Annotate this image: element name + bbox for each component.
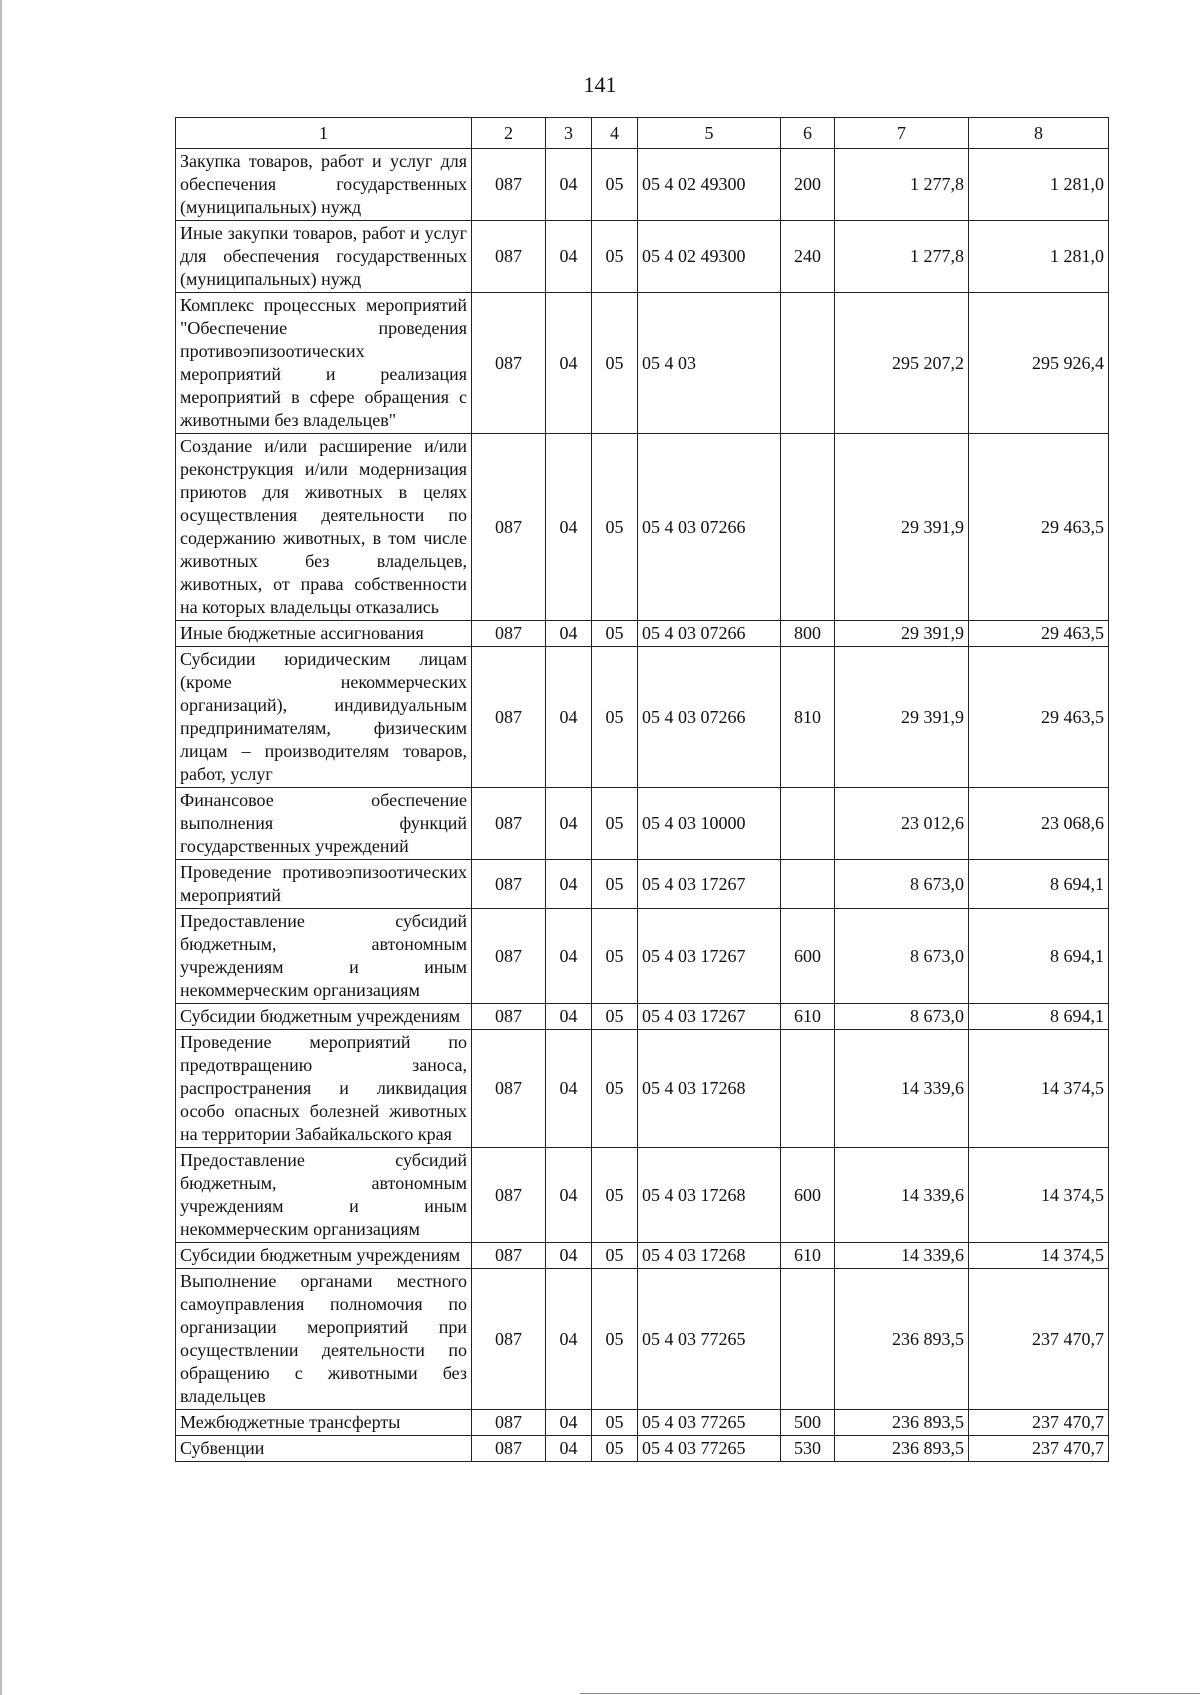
table-row: [176, 860, 1109, 909]
budget-table: [175, 117, 1109, 1462]
row-target-article: 05 4 02 49300: [638, 221, 781, 293]
row-amount-col8: 237 470,7: [969, 1436, 1109, 1462]
row-subsection: 05: [592, 293, 638, 434]
table-row: [176, 621, 1109, 647]
row-section: 04: [546, 909, 592, 1004]
row-section: 04: [546, 1004, 592, 1030]
col-header-6: 6: [781, 118, 835, 149]
row-amount-col7: 29 391,9: [835, 647, 969, 788]
col-header-4: 4: [592, 118, 638, 149]
row-expense-type: 530: [781, 1436, 835, 1462]
row-subsection: 05: [592, 434, 638, 621]
row-target-article: 05 4 03 07266: [638, 434, 781, 621]
row-expense-type: 610: [781, 1243, 835, 1269]
row-amount-col7: 1 277,8: [835, 149, 969, 221]
row-amount-col7: 23 012,6: [835, 788, 969, 860]
row-amount-col8: 14 374,5: [969, 1148, 1109, 1243]
table-row: [176, 221, 1109, 293]
row-amount-col7: 29 391,9: [835, 434, 969, 621]
row-name: Закупка товаров, работ и услуг для обеспечения государственных (муниципальных) нужд: [176, 149, 472, 221]
row-ministry-code: 087: [472, 1030, 546, 1148]
col-header-8: 8: [969, 118, 1109, 149]
row-expense-type: 800: [781, 621, 835, 647]
row-amount-col7: 29 391,9: [835, 621, 969, 647]
row-amount-col7: 236 893,5: [835, 1269, 969, 1410]
row-amount-col8: 1 281,0: [969, 221, 1109, 293]
row-name: Финансовое обеспечение выполнения функций государственных учреждений: [176, 788, 472, 860]
row-amount-col7: 236 893,5: [835, 1436, 969, 1462]
table-row: [176, 1243, 1109, 1269]
row-section: 04: [546, 1243, 592, 1269]
row-expense-type: 240: [781, 221, 835, 293]
table-row: [176, 1004, 1109, 1030]
table-row: [176, 1410, 1109, 1436]
row-amount-col8: 14 374,5: [969, 1030, 1109, 1148]
row-subsection: 05: [592, 1148, 638, 1243]
row-amount-col8: 29 463,5: [969, 647, 1109, 788]
row-name: Иные бюджетные ассигнования: [176, 621, 472, 647]
row-amount-col8: 23 068,6: [969, 788, 1109, 860]
row-section: 04: [546, 221, 592, 293]
row-section: 04: [546, 149, 592, 221]
row-ministry-code: 087: [472, 1269, 546, 1410]
row-ministry-code: 087: [472, 149, 546, 221]
row-subsection: 05: [592, 221, 638, 293]
row-section: 04: [546, 621, 592, 647]
row-subsection: 05: [592, 1436, 638, 1462]
col-header-2: 2: [472, 118, 546, 149]
row-amount-col7: 14 339,6: [835, 1030, 969, 1148]
row-expense-type: [781, 1269, 835, 1410]
row-ministry-code: 087: [472, 1243, 546, 1269]
row-amount-col7: 14 339,6: [835, 1148, 969, 1243]
row-amount-col7: 8 673,0: [835, 909, 969, 1004]
row-ministry-code: 087: [472, 647, 546, 788]
row-subsection: 05: [592, 149, 638, 221]
row-section: 04: [546, 647, 592, 788]
col-header-7: 7: [835, 118, 969, 149]
row-ministry-code: 087: [472, 1148, 546, 1243]
row-name: Иные закупки товаров, работ и услуг для обеспечения государственных (муниципальных) нужд: [176, 221, 472, 293]
row-expense-type: [781, 293, 835, 434]
row-name: Межбюджетные трансферты: [176, 1410, 472, 1436]
page-number: 141: [583, 72, 617, 97]
header-row: [176, 118, 1109, 149]
row-name: Субсидии бюджетным учреждениям: [176, 1004, 472, 1030]
row-amount-col8: 295 926,4: [969, 293, 1109, 434]
row-amount-col8: 237 470,7: [969, 1269, 1109, 1410]
row-subsection: 05: [592, 647, 638, 788]
row-ministry-code: 087: [472, 1004, 546, 1030]
row-amount-col7: 295 207,2: [835, 293, 969, 434]
row-subsection: 05: [592, 1030, 638, 1148]
row-target-article: 05 4 03 17268: [638, 1148, 781, 1243]
row-target-article: 05 4 03 17267: [638, 1004, 781, 1030]
row-section: 04: [546, 788, 592, 860]
table-row: [176, 788, 1109, 860]
row-expense-type: 500: [781, 1410, 835, 1436]
table-row: [176, 149, 1109, 221]
row-amount-col8: 8 694,1: [969, 909, 1109, 1004]
row-subsection: 05: [592, 1410, 638, 1436]
row-target-article: 05 4 03: [638, 293, 781, 434]
row-section: 04: [546, 1269, 592, 1410]
row-target-article: 05 4 03 07266: [638, 621, 781, 647]
row-target-article: 05 4 03 17268: [638, 1030, 781, 1148]
bottom-rule: [580, 1693, 1200, 1694]
row-subsection: 05: [592, 860, 638, 909]
row-expense-type: [781, 1030, 835, 1148]
row-name: Субсидии юридическим лицам (кроме некоммерческих организаций), индивидуальным предпринимателям, физическим лицам – производителям товаров, работ, услуг: [176, 647, 472, 788]
row-section: 04: [546, 1410, 592, 1436]
row-target-article: 05 4 03 77265: [638, 1436, 781, 1462]
table-row: [176, 909, 1109, 1004]
row-target-article: 05 4 02 49300: [638, 149, 781, 221]
row-amount-col8: 8 694,1: [969, 1004, 1109, 1030]
row-ministry-code: 087: [472, 434, 546, 621]
row-name: Субсидии бюджетным учреждениям: [176, 1243, 472, 1269]
row-amount-col8: 237 470,7: [969, 1410, 1109, 1436]
row-section: 04: [546, 1148, 592, 1243]
col-header-5: 5: [638, 118, 781, 149]
row-ministry-code: 087: [472, 788, 546, 860]
row-expense-type: [781, 434, 835, 621]
row-amount-col8: 8 694,1: [969, 860, 1109, 909]
row-target-article: 05 4 03 77265: [638, 1410, 781, 1436]
row-section: 04: [546, 293, 592, 434]
row-expense-type: [781, 860, 835, 909]
row-ministry-code: 087: [472, 909, 546, 1004]
table-row: [176, 434, 1109, 621]
row-amount-col7: 8 673,0: [835, 860, 969, 909]
row-expense-type: [781, 788, 835, 860]
row-target-article: 05 4 03 77265: [638, 1269, 781, 1410]
row-name: Проведение противоэпизоотических мероприятий: [176, 860, 472, 909]
row-expense-type: 200: [781, 149, 835, 221]
row-ministry-code: 087: [472, 621, 546, 647]
row-expense-type: 810: [781, 647, 835, 788]
row-ministry-code: 087: [472, 860, 546, 909]
row-amount-col8: 29 463,5: [969, 434, 1109, 621]
row-amount-col7: 1 277,8: [835, 221, 969, 293]
row-target-article: 05 4 03 17267: [638, 860, 781, 909]
row-target-article: 05 4 03 17268: [638, 1243, 781, 1269]
row-subsection: 05: [592, 621, 638, 647]
col-header-3: 3: [546, 118, 592, 149]
row-section: 04: [546, 1030, 592, 1148]
row-name: Комплекс процессных мероприятий "Обеспечение проведения противоэпизоотических мероприятий и реализация мероприятий в сфере обращения с животными без владельцев": [176, 293, 472, 434]
row-name: Предоставление субсидий бюджетным, автономным учреждениям и иным некоммерческим организациям: [176, 1148, 472, 1243]
row-name: Выполнение органами местного самоуправления полномочия по организации мероприятий при осуществлении деятельности по обращению с животными без владельцев: [176, 1269, 472, 1410]
row-subsection: 05: [592, 909, 638, 1004]
row-name: Субвенции: [176, 1436, 472, 1462]
row-expense-type: 600: [781, 909, 835, 1004]
row-subsection: 05: [592, 1243, 638, 1269]
scan-edge: [0, 0, 2, 1695]
table-row: [176, 1148, 1109, 1243]
row-expense-type: 610: [781, 1004, 835, 1030]
row-ministry-code: 087: [472, 1410, 546, 1436]
table-row: [176, 647, 1109, 788]
row-amount-col7: 8 673,0: [835, 1004, 969, 1030]
row-name: Предоставление субсидий бюджетным, автономным учреждениям и иным некоммерческим организациям: [176, 909, 472, 1004]
table-row: [176, 293, 1109, 434]
row-target-article: 05 4 03 17267: [638, 909, 781, 1004]
row-section: 04: [546, 434, 592, 621]
row-subsection: 05: [592, 788, 638, 860]
row-subsection: 05: [592, 1269, 638, 1410]
row-target-article: 05 4 03 07266: [638, 647, 781, 788]
row-amount-col8: 14 374,5: [969, 1243, 1109, 1269]
row-section: 04: [546, 860, 592, 909]
row-amount-col7: 14 339,6: [835, 1243, 969, 1269]
row-name: Создание и/или расширение и/или реконструкция и/или модернизация приютов для животных в целях осуществления деятельности по содержанию животных, в том числе животных без владельцев, животных, от права собственности на которых владельцы отказались: [176, 434, 472, 621]
row-amount-col8: 29 463,5: [969, 621, 1109, 647]
row-expense-type: 600: [781, 1148, 835, 1243]
table-row: [176, 1436, 1109, 1462]
row-subsection: 05: [592, 1004, 638, 1030]
table-row: [176, 1269, 1109, 1410]
row-amount-col8: 1 281,0: [969, 149, 1109, 221]
row-amount-col7: 236 893,5: [835, 1410, 969, 1436]
row-ministry-code: 087: [472, 1436, 546, 1462]
row-target-article: 05 4 03 10000: [638, 788, 781, 860]
table-row: [176, 1030, 1109, 1148]
row-name: Проведение мероприятий по предотвращению заноса, распространения и ликвидация особо опасных болезней животных на территории Забайкальского края: [176, 1030, 472, 1148]
row-ministry-code: 087: [472, 293, 546, 434]
row-ministry-code: 087: [472, 221, 546, 293]
row-section: 04: [546, 1436, 592, 1462]
col-header-1: 1: [176, 118, 472, 149]
